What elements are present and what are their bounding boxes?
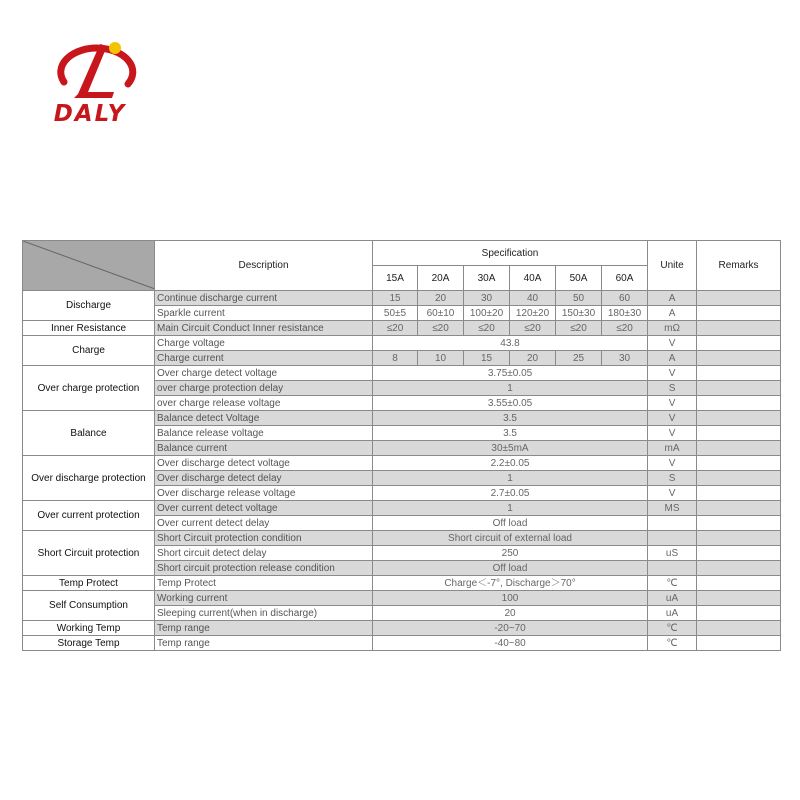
table-row	[23, 591, 781, 606]
row-description: Charge current	[155, 351, 373, 366]
row-unit: S	[648, 471, 697, 486]
row-description: Sleeping current(when in discharge)	[155, 606, 373, 621]
row-unit: MS	[648, 501, 697, 516]
category-inner-resistance: Inner Resistance	[23, 321, 155, 336]
row-value: 30±5mA	[373, 441, 648, 456]
category-balance: Balance	[23, 411, 155, 456]
row-value: ≤20	[510, 321, 556, 336]
row-unit: mA	[648, 441, 697, 456]
row-description: Short circuit detect delay	[155, 546, 373, 561]
row-description: Charge voltage	[155, 336, 373, 351]
row-value: 10	[418, 351, 464, 366]
row-value: Off load	[373, 561, 648, 576]
table-row	[23, 336, 781, 351]
header-remarks: Remarks	[697, 241, 781, 291]
row-value: 3.5	[373, 411, 648, 426]
row-remark	[697, 516, 781, 531]
row-value: -20~70	[373, 621, 648, 636]
row-unit: S	[648, 381, 697, 396]
table-row	[23, 531, 781, 546]
table-row	[23, 321, 781, 336]
row-unit: V	[648, 411, 697, 426]
row-value: 150±30	[556, 306, 602, 321]
table-row	[23, 291, 781, 306]
row-value: 8	[373, 351, 418, 366]
row-remark	[697, 381, 781, 396]
row-value: ≤20	[418, 321, 464, 336]
row-unit: A	[648, 306, 697, 321]
row-description: Over current detect delay	[155, 516, 373, 531]
row-remark	[697, 411, 781, 426]
row-unit: uA	[648, 591, 697, 606]
category-self-consumption: Self Consumption	[23, 591, 155, 621]
row-remark	[697, 561, 781, 576]
header-current: 40A	[510, 266, 556, 291]
row-description: Main Circuit Conduct Inner resistance	[155, 321, 373, 336]
row-remark	[697, 351, 781, 366]
row-value: 50	[556, 291, 602, 306]
row-remark	[697, 321, 781, 336]
row-unit: V	[648, 486, 697, 501]
row-unit: uS	[648, 546, 697, 561]
row-unit: ℃	[648, 621, 697, 636]
row-description: Continue discharge current	[155, 291, 373, 306]
row-remark	[697, 486, 781, 501]
row-unit: ℃	[648, 636, 697, 651]
row-unit	[648, 516, 697, 531]
row-unit: uA	[648, 606, 697, 621]
row-unit: V	[648, 336, 697, 351]
row-remark	[697, 366, 781, 381]
header-current: 50A	[556, 266, 602, 291]
row-unit: mΩ	[648, 321, 697, 336]
row-value: 43.8	[373, 336, 648, 351]
row-description: Working current	[155, 591, 373, 606]
table-row	[23, 501, 781, 516]
row-unit: V	[648, 396, 697, 411]
row-remark	[697, 591, 781, 606]
row-value: 1	[373, 501, 648, 516]
row-value: 30	[602, 351, 648, 366]
category-temp-protect: Temp Protect	[23, 576, 155, 591]
row-description: Temp Protect	[155, 576, 373, 591]
row-unit: ℃	[648, 576, 697, 591]
row-description: Balance release voltage	[155, 426, 373, 441]
category-storage-temp: Storage Temp	[23, 636, 155, 651]
row-value: 3.55±0.05	[373, 396, 648, 411]
header-current: 60A	[602, 266, 648, 291]
row-unit: V	[648, 456, 697, 471]
row-description: Balance detect Voltage	[155, 411, 373, 426]
row-remark	[697, 456, 781, 471]
row-value: 15	[464, 351, 510, 366]
row-description: Over charge detect voltage	[155, 366, 373, 381]
spec-table	[22, 240, 781, 651]
row-value: 60±10	[418, 306, 464, 321]
row-description: Over discharge detect delay	[155, 471, 373, 486]
table-row	[23, 366, 781, 381]
row-remark	[697, 336, 781, 351]
brand-name: DALY	[53, 101, 127, 127]
row-value: 20	[418, 291, 464, 306]
row-value: 120±20	[510, 306, 556, 321]
row-value: 1	[373, 471, 648, 486]
row-description: Over discharge release voltage	[155, 486, 373, 501]
row-description: Over current detect voltage	[155, 501, 373, 516]
category-over-charge-protection: Over charge protection	[23, 366, 155, 411]
row-remark	[697, 636, 781, 651]
row-value: 20	[373, 606, 648, 621]
row-remark	[697, 426, 781, 441]
row-remark	[697, 606, 781, 621]
row-description: Sparkle current	[155, 306, 373, 321]
row-value: 100	[373, 591, 648, 606]
row-remark	[697, 621, 781, 636]
header-specification: Specification	[373, 241, 648, 266]
category-charge: Charge	[23, 336, 155, 366]
row-value: Charge＜-7°, Discharge＞70°	[373, 576, 648, 591]
category-over-current-protection: Over current protection	[23, 501, 155, 531]
row-description: Temp range	[155, 636, 373, 651]
header-corner	[23, 241, 155, 291]
row-description: Over discharge detect voltage	[155, 456, 373, 471]
header-unit: Unite	[648, 241, 697, 291]
row-value: 180±30	[602, 306, 648, 321]
row-value: 15	[373, 291, 418, 306]
row-remark	[697, 546, 781, 561]
row-description: Short circuit protection release condition	[155, 561, 373, 576]
row-unit: V	[648, 426, 697, 441]
row-unit: V	[648, 366, 697, 381]
row-value: Off load	[373, 516, 648, 531]
row-value: 2.2±0.05	[373, 456, 648, 471]
row-remark	[697, 501, 781, 516]
row-value: 3.75±0.05	[373, 366, 648, 381]
row-description: over charge protection delay	[155, 381, 373, 396]
row-remark	[697, 291, 781, 306]
row-remark	[697, 441, 781, 456]
row-value: 40	[510, 291, 556, 306]
table-row	[23, 576, 781, 591]
row-value: 100±20	[464, 306, 510, 321]
row-description: Short Circuit protection condition	[155, 531, 373, 546]
row-value: 1	[373, 381, 648, 396]
category-short-circuit-protection: Short Circuit protection	[23, 531, 155, 576]
category-over-discharge-protection: Over discharge protection	[23, 456, 155, 501]
row-remark	[697, 306, 781, 321]
row-value: 250	[373, 546, 648, 561]
row-value: Short circuit of external load	[373, 531, 648, 546]
row-value: 20	[510, 351, 556, 366]
header-description: Description	[155, 241, 373, 291]
row-unit	[648, 531, 697, 546]
daly-logo-mark	[44, 34, 140, 104]
header-current: 20A	[418, 266, 464, 291]
header-current: 30A	[464, 266, 510, 291]
row-unit: A	[648, 291, 697, 306]
row-description: Balance current	[155, 441, 373, 456]
row-remark	[697, 576, 781, 591]
row-value: 2.7±0.05	[373, 486, 648, 501]
row-value: 50±5	[373, 306, 418, 321]
row-value: 25	[556, 351, 602, 366]
row-value: 60	[602, 291, 648, 306]
row-value: 30	[464, 291, 510, 306]
table-row	[23, 456, 781, 471]
row-value: 3.5	[373, 426, 648, 441]
row-unit: A	[648, 351, 697, 366]
table-row	[23, 621, 781, 636]
row-value: -40~80	[373, 636, 648, 651]
row-remark	[697, 531, 781, 546]
row-remark	[697, 396, 781, 411]
row-unit	[648, 561, 697, 576]
row-value: ≤20	[556, 321, 602, 336]
table-row	[23, 636, 781, 651]
category-working-temp: Working Temp	[23, 621, 155, 636]
row-value: ≤20	[464, 321, 510, 336]
row-remark	[697, 471, 781, 486]
row-description: Temp range	[155, 621, 373, 636]
row-description: over charge release voltage	[155, 396, 373, 411]
row-value: ≤20	[602, 321, 648, 336]
category-discharge: Discharge	[23, 291, 155, 321]
row-value: ≤20	[373, 321, 418, 336]
table-row	[23, 411, 781, 426]
header-current: 15A	[373, 266, 418, 291]
